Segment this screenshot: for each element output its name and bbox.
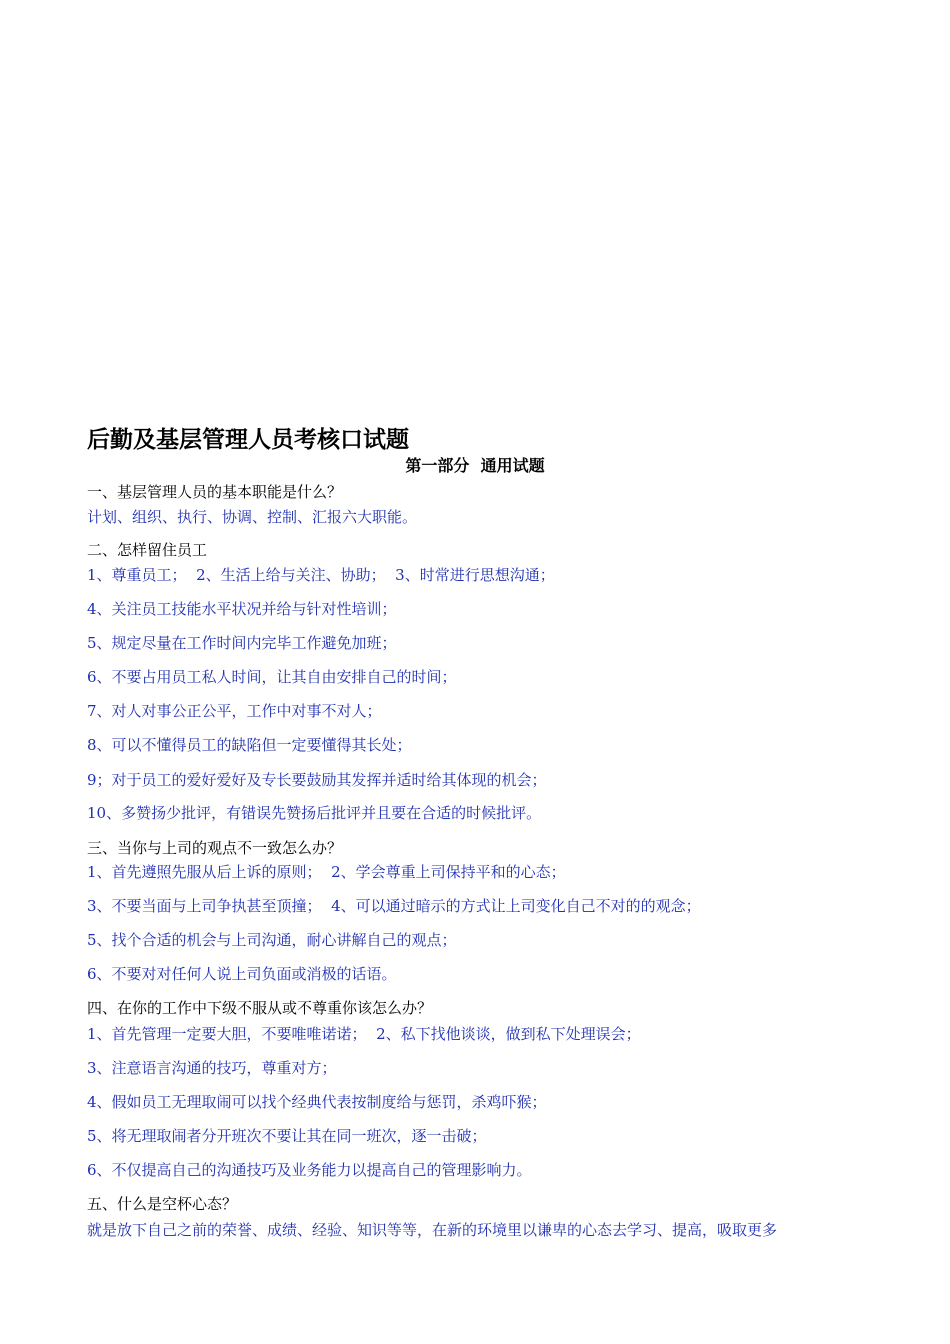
answer-line: 4、假如员工无理取闹可以找个经典代表按制度给与惩罚，杀鸡吓猴； [87, 1093, 547, 1111]
answer-line: 10、多赞扬少批评，有错误先赞扬后批评并且要在合适的时候批评。 [87, 804, 542, 822]
answer-line: 7、对人对事公正公平，工作中对事不对人； [87, 702, 382, 720]
answer-line: 6、不要对对任何人说上司负面或消极的话语。 [87, 965, 397, 983]
answer-line: 8、可以不懂得员工的缺陷但一定要懂得其长处； [87, 736, 412, 754]
answer-line: 3、不要当面与上司争执甚至顶撞； 4、可以通过暗示的方式让上司变化自己不对的的观念； [87, 897, 701, 915]
answer-line: 5、将无理取闹者分开班次不要让其在同一班次，逐一击破； [87, 1127, 487, 1145]
answer-line: 4、关注员工技能水平状况并给与针对性培训； [87, 600, 397, 618]
question-line: 五、什么是空杯心态？ [87, 1195, 238, 1213]
answer-line: 1、首先管理一定要大胆，不要唯唯诺诺； 2、私下找他谈谈，做到私下处理误会； [87, 1025, 641, 1043]
answer-line: 3、注意语言沟通的技巧，尊重对方； [87, 1059, 337, 1077]
document-title: 后勤及基层管理人员考核口试题 [87, 426, 409, 453]
answer-line: 1、首先遵照先服从后上诉的原则； 2、学会尊重上司保持平和的心态； [87, 863, 566, 881]
answer-line: 1、尊重员工； 2、生活上给与关注、协助； 3、时常进行思想沟通； [87, 566, 555, 584]
answer-line: 6、不仅提高自己的沟通技巧及业务能力以提高自己的管理影响力。 [87, 1161, 532, 1179]
question-line: 四、在你的工作中下级不服从或不尊重你该怎么办？ [87, 999, 433, 1017]
question-line: 三、当你与上司的观点不一致怎么办？ [87, 839, 343, 857]
section-subtitle [0, 455, 950, 477]
question-line: 二、怎样留住员工 [87, 541, 208, 559]
answer-line: 5、找个合适的机会与上司沟通，耐心讲解自己的观点； [87, 931, 457, 949]
section-subtitle-text: 第一部分 通用试题 [405, 456, 545, 475]
answer-line: 6、不要占用员工私人时间，让其自由安排自己的时间； [87, 668, 457, 686]
answer-line: 5、规定尽量在工作时间内完毕工作避免加班； [87, 634, 397, 652]
answer-line: 9；对于员工的爱好爱好及专长要鼓励其发挥并适时给其体现的机会； [87, 771, 547, 789]
answer-line: 就是放下自己之前的荣誉、成绩、经验、知识等等，在新的环境里以谦卑的心态去学习、提高，吸取更多 [87, 1221, 778, 1239]
question-line: 一、基层管理人员的基本职能是什么？ [87, 483, 343, 501]
answer-line: 计划、组织、执行、协调、控制、汇报六大职能。 [87, 508, 418, 526]
